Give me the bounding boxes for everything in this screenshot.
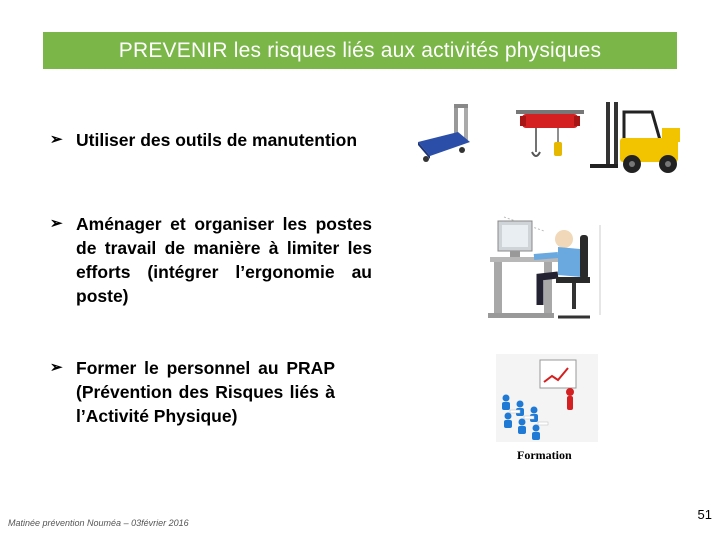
- page-number: 51: [697, 507, 712, 522]
- hand-trolley-icon: [414, 102, 476, 164]
- title-bar: [43, 32, 677, 69]
- slide-title: PREVENIR les risques liés aux activités physiques: [118, 38, 602, 62]
- bullet-text: Former le personnel au PRAP (Prévention des Risques liés à l’Activité Physique): [76, 358, 335, 426]
- arrow-bullet-icon: ➢: [50, 131, 63, 148]
- bullet-prap-training: [50, 356, 335, 428]
- forklift-icon: [588, 98, 686, 178]
- image-caption: Formation: [517, 448, 572, 462]
- electric-hoist-icon: [514, 102, 586, 164]
- bullet-handling-tools: [50, 128, 357, 152]
- footer-text: Matinée prévention Nouméa – 03février 2016: [8, 518, 189, 528]
- bullet-workstation-design: [50, 212, 372, 308]
- arrow-bullet-icon: ➢: [50, 359, 63, 376]
- bullet-text: Utiliser des outils de manutention: [76, 130, 358, 150]
- classroom-training-icon: [496, 354, 598, 442]
- arrow-bullet-icon: ➢: [50, 215, 63, 232]
- bullet-text: Aménager et organiser les postes de travail de manière à limiter les efforts (intégrer l’ergonomie au poste): [76, 214, 372, 306]
- ergonomic-workstation-icon: [484, 205, 616, 329]
